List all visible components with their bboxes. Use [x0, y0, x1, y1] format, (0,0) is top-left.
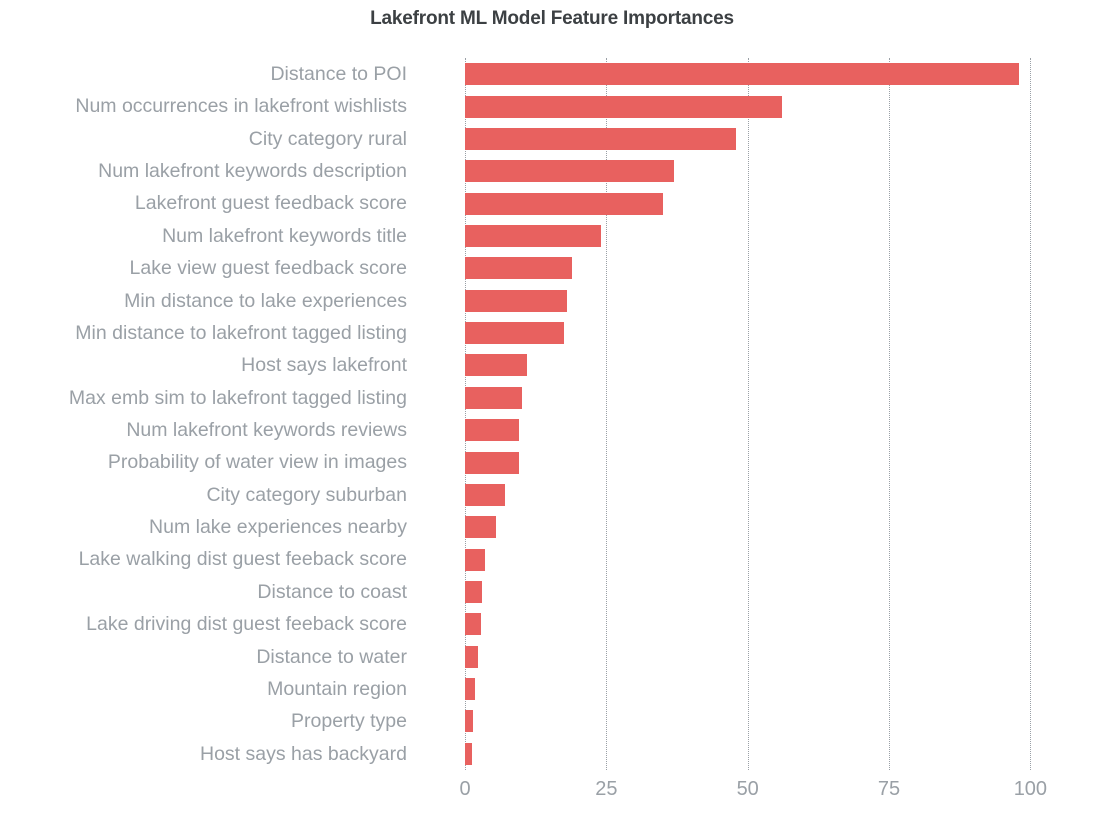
bar: [465, 581, 482, 603]
bar-category-label: Lake driving dist guest feeback score: [86, 613, 407, 636]
bar-category-label: Num occurrences in lakefront wishlists: [75, 95, 407, 118]
bar-category-label: Max emb sim to lakefront tagged listing: [68, 386, 407, 409]
bar: [465, 290, 567, 312]
bar-row: [68, 382, 1053, 414]
bar-row: [199, 738, 1053, 770]
bar-row: [124, 285, 1053, 317]
bar-row: [134, 187, 1053, 219]
bar: [465, 419, 519, 441]
bar: [465, 678, 475, 700]
bar: [465, 613, 481, 635]
bar-category-label: Host says lakefront: [241, 354, 407, 377]
bar-row: [75, 90, 1053, 122]
bar-category-label: Num lakefront keywords description: [98, 160, 407, 183]
bar-category-label: Mountain region: [267, 677, 407, 700]
bar: [465, 257, 572, 279]
bar: [465, 193, 663, 215]
bar-category-label: Distance to coast: [257, 580, 407, 603]
x-axis-tick: 50: [736, 778, 759, 800]
bar-row: [149, 511, 1053, 543]
bar-category-label: Probability of water view in images: [107, 451, 407, 474]
bar-row: [248, 123, 1053, 155]
bar: [465, 354, 527, 376]
bar-category-label: Distance to water: [256, 645, 407, 668]
bar-category-label: Num lakefront keywords title: [162, 224, 407, 247]
bar: [465, 484, 505, 506]
bar-category-label: Lakefront guest feedback score: [134, 192, 407, 215]
x-axis-tick: 0: [459, 778, 471, 800]
bar-category-label: City category suburban: [206, 483, 407, 506]
bar-row: [241, 349, 1053, 381]
bar-category-label: Min distance to lakefront tagged listing: [75, 321, 407, 344]
x-axis-tick: 75: [877, 778, 901, 800]
bar-category-label: Num lakefront keywords reviews: [126, 419, 407, 441]
bar-category-label: City category rural: [248, 127, 407, 150]
bar: [465, 646, 478, 668]
bar-row: [75, 317, 1053, 349]
bar: [465, 743, 472, 765]
bar: [465, 452, 519, 474]
x-axis-tick: 25: [595, 778, 618, 800]
x-axis-tick: 100: [1013, 778, 1048, 800]
bar: [465, 96, 782, 118]
bar: [465, 128, 736, 150]
bar-row: [206, 479, 1053, 511]
bar-row: [126, 414, 1053, 446]
chart-title: Lakefront ML Model Feature Importances: [370, 8, 734, 29]
bar-category-label: Distance to POI: [270, 63, 407, 85]
bar-row: [107, 446, 1053, 478]
bar-row: [270, 58, 1053, 90]
bar-row: [78, 543, 1053, 575]
bar-row: [86, 608, 1053, 640]
bar-row: [291, 705, 1053, 737]
bar-category-label: Min distance to lake experiences: [124, 289, 407, 312]
bar-row: [257, 576, 1053, 608]
bar: [465, 387, 522, 409]
bar: [465, 516, 496, 538]
bar-row: [129, 252, 1053, 284]
bar-category-label: Lake walking dist guest feeback score: [78, 548, 407, 571]
bar: [465, 549, 485, 571]
bar-row: [162, 220, 1053, 252]
bar-row: [98, 155, 1053, 187]
bar: [465, 63, 1019, 85]
bar-category-label: Host says has backyard: [199, 742, 407, 765]
bar: [465, 160, 674, 182]
bar-category-label: Property type: [291, 710, 407, 733]
bar-row: [256, 641, 1053, 673]
bar-category-label: Num lake experiences nearby: [149, 516, 407, 539]
bar-category-label: Lake view guest feedback score: [129, 257, 407, 280]
plot-area: [68, 58, 1053, 770]
bar-row: [267, 673, 1053, 705]
bar: [465, 322, 564, 344]
x-axis-tick-labels: [459, 778, 1053, 808]
bar: [465, 225, 601, 247]
bar: [465, 710, 473, 732]
